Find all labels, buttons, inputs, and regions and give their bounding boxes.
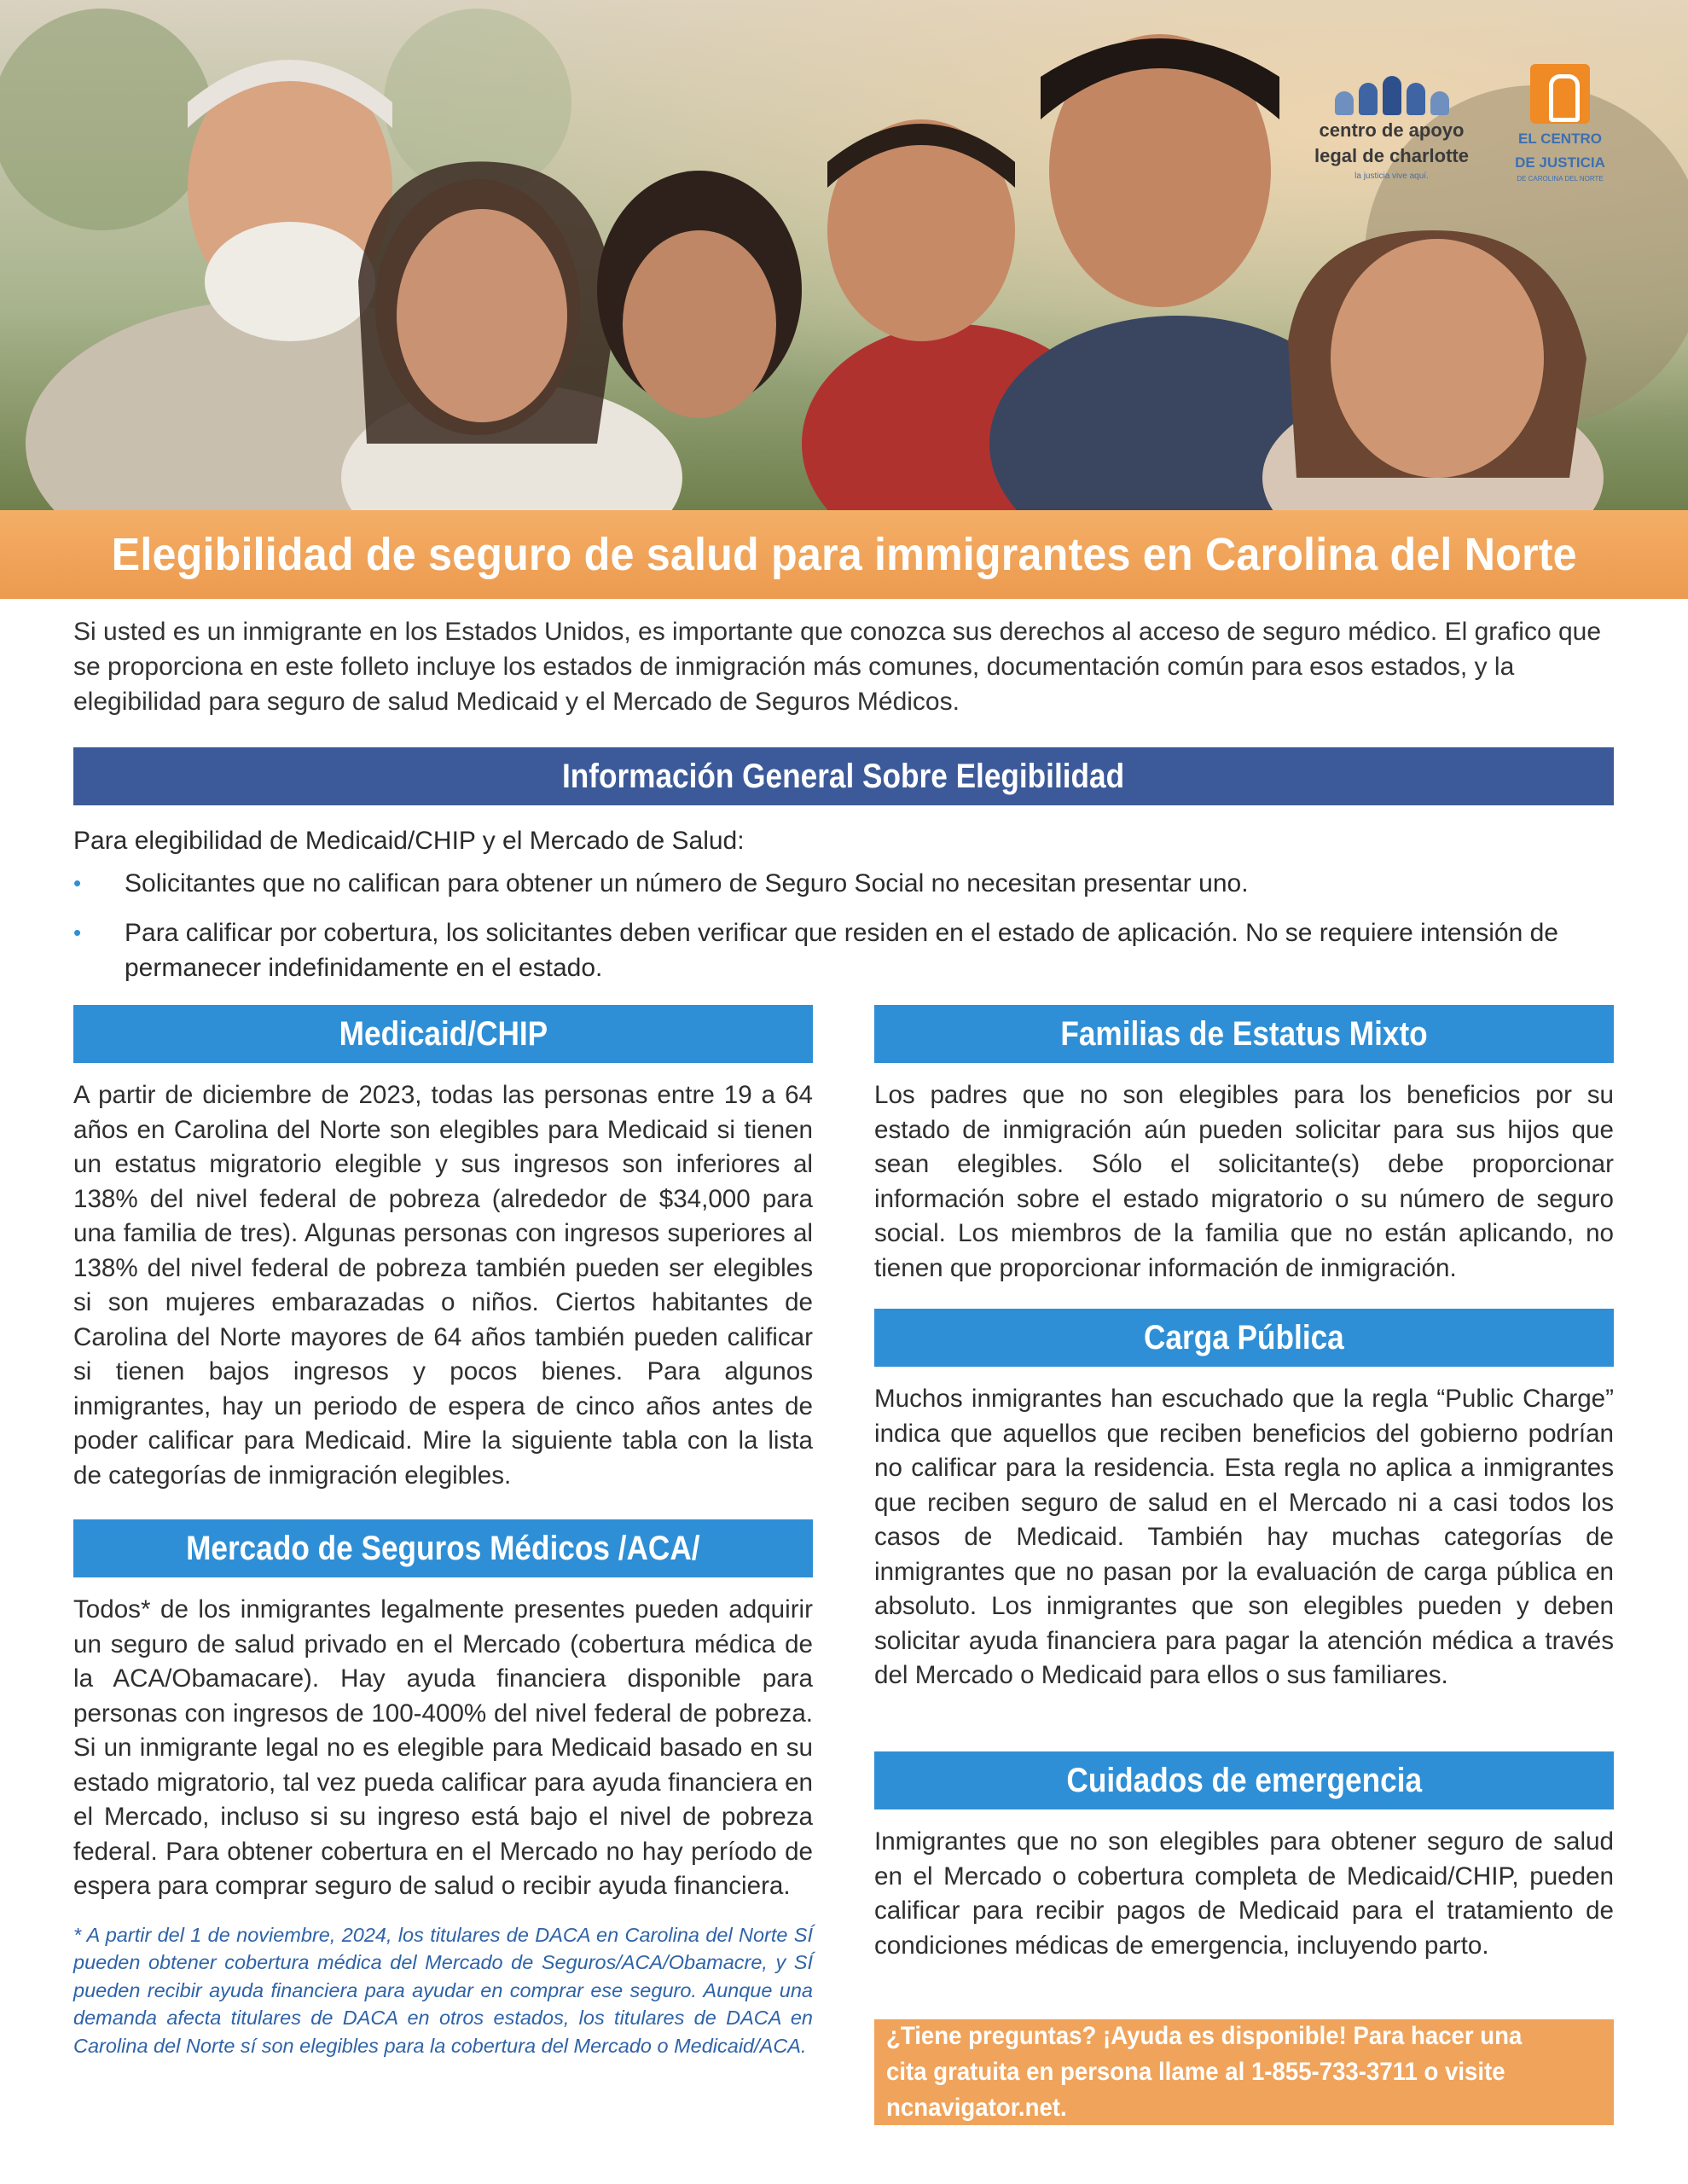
medicaid-heading	[73, 1005, 813, 1063]
general-eligibility-heading	[73, 747, 1614, 805]
el-centro-de-justicia-logo	[1509, 64, 1611, 183]
logo-tagline: DE CAROLINA DEL NORTE	[1517, 175, 1604, 183]
contact-text: ¿Tiene preguntas? ¡Ayuda es disponible! Para hacer una cita gratuita en persona llame al 1-855-733-3711 o visite ncnavigator.net.	[886, 2022, 1523, 2122]
logo-name-line1: centro de apoyo	[1319, 119, 1465, 141]
familias-heading	[874, 1005, 1614, 1063]
section-heading: Medicaid/CHIP	[339, 1014, 548, 1053]
people-icon	[1300, 64, 1483, 115]
section-heading: Carga Pública	[1144, 1318, 1344, 1356]
emergencia-body: Inmigrantes que no son elegibles para obtener seguro de salud en el Mercado o cobertura completa de Medicaid/CHIP, pueden calificar para recibir pagos de Medicaid para el tratamiento de condiciones médicas de emergencia, incluyendo parto.	[874, 1827, 1614, 1960]
page-title: Elegibilidad de seguro de salud para immigrantes en Carolina del Norte	[111, 529, 1577, 580]
section-heading: Mercado de Seguros Médicos /ACA/	[186, 1529, 700, 1567]
mercado-heading	[73, 1519, 813, 1577]
logo-name-line2: DE JUSTICIA	[1515, 154, 1605, 171]
section-heading: Cuidados de emergencia	[1066, 1761, 1422, 1799]
mercado-body: Todos* de los inmigrantes legalmente presentes pueden adquirir un seguro de salud privado en el Mercado (cobertura médica de la ACA/Obamacare). Hay ayuda financiera disponible para personas con ingresos de 100-400% del nivel federal de pobreza. Si un inmigrante legal no es elegible para Medicaid basado en su estado migratorio, tal vez pueda calificar para ayuda financiera en el Mercado, incluso si su ingreso está bajo el nivel de pobreza federal. Para obtener cobertura en el Mercado no hay período de espera para comprar seguro de salud o recibir ayuda financiera.	[73, 1595, 813, 1900]
contact-callout	[874, 2019, 1614, 2125]
list-item: • Para calificar por cobertura, los solicitantes deben verificar que residen en el estado de aplicación. No se requiere intensión de permanecer indefinidamente en el estado.	[73, 915, 1614, 985]
mercado-section	[73, 1519, 813, 2059]
general-bullet-list	[73, 866, 1614, 1000]
familias-body: Los padres que no son elegibles para los beneficios por su estado de inmigración aún pueden solicitar para sus hijos que sean elegibles. Sólo el solicitante(s) debe proporcionar información sobre el estado migratorio o su número de seguro social. Los miembros de la familia que no están aplicando, no tienen que proporcionar información de inmigración.	[874, 1081, 1614, 1282]
justice-icon	[1530, 64, 1590, 124]
list-item: • Solicitantes que no califican para obtener un número de Seguro Social no necesitan presentar uno.	[73, 866, 1614, 901]
partner-logos	[1300, 64, 1611, 183]
logo-name-line1: EL CENTRO	[1518, 131, 1602, 147]
section-heading: Familias de Estatus Mixto	[1060, 1014, 1428, 1053]
logo-tagline: la justicia vive aquí.	[1354, 171, 1429, 181]
carga-section	[874, 1309, 1614, 1693]
intro-paragraph: Si usted es un inmigrante en los Estados Unidos, es importante que conozca sus derechos al acceso de seguro médico. El grafico que se proporciona en este folleto incluye los estados de inmigración más comunes, documentación común para esos estados, y la elegibilidad para seguro de salud Medicaid y el Mercado de Seguros Médicos.	[73, 618, 1602, 716]
familias-section	[874, 1005, 1614, 1286]
section-heading: Información General Sobre Elegibilidad	[562, 757, 1125, 795]
emergencia-section	[874, 1751, 1614, 1963]
centro-de-apoyo-logo	[1300, 64, 1483, 181]
medicaid-section	[73, 1005, 813, 1493]
emergencia-heading	[874, 1751, 1614, 1809]
carga-body: Muchos inmigrantes han escuchado que la regla “Public Charge” indica que aquellos que reciben beneficios del gobierno podrían no calificar para la residencia. Esta regla no aplica a inmigrantes que reciben seguro de salud en el Mercado ni a casi todos los casos de Medicaid. También hay muchas categorías de inmigrantes que no pasan por la evaluación de carga pública en absoluto. Los inmigrantes que son elegibles pueden y deben solicitar ayuda financiera para pagar la atención médica a través del Mercado o Medicaid para ellos o sus familiares.	[874, 1385, 1614, 1689]
general-lead: Para elegibilidad de Medicaid/CHIP y el Mercado de Salud:	[73, 827, 745, 855]
medicaid-body: A partir de diciembre de 2023, todas las personas entre 19 a 64 años en Carolina del Norte son elegibles para Medicaid si tienen un estatus migratorio elegible y sus ingresos son inferiores al 138% del nivel federal de pobreza (alrededor de $34,000 para una familia de tres). Algunas personas con ingresos superiores al 138% del nivel federal de pobreza también pueden ser elegibles si son mujeres embarazadas o niños. Ciertos habitantes de Carolina del Norte mayores de 64 años también pueden calificar si tienen bajos ingresos y pocos bienes. Para algunos inmigrantes, hay un periodo de espera de cinco años antes de poder calificar para Medicaid. Mire la siguiente tabla con la lista de categorías de inmigración elegibles.	[73, 1081, 813, 1490]
hero-photo	[0, 0, 1688, 512]
daca-footnote: * A partir del 1 de noviembre, 2024, los titulares de DACA en Carolina del Norte SÍ pueden obtener cobertura médica del Mercado de Seguros/ACA/Obamacre, y SÍ pueden recibir ayuda financiera para ayudar en comprar ese seguro. Aunque una demanda afecta titulares de DACA en otros estados, los titulares de DACA en Carolina del Norte sí son elegibles para la cobertura del Mercado o Medicaid/ACA.	[73, 1923, 813, 2057]
logo-name-line2: legal de charlotte	[1314, 145, 1469, 166]
title-band	[0, 510, 1688, 599]
carga-heading	[874, 1309, 1614, 1367]
